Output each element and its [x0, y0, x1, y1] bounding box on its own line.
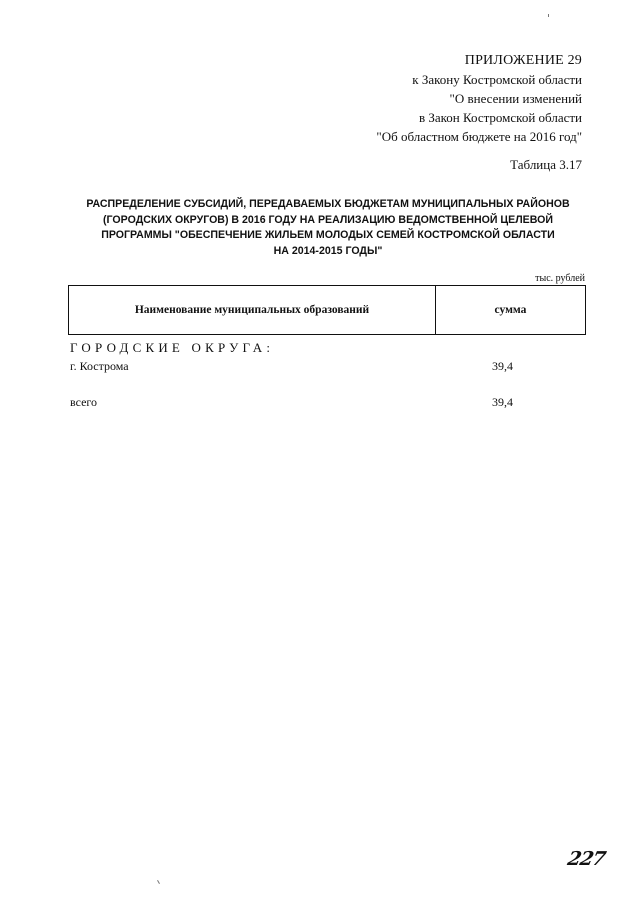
- heading-line-3: ПРОГРАММЫ "ОБЕСПЕЧЕНИЕ ЖИЛЬЕМ МОЛОДЫХ СЕМЕЙ КОСТРОМСКОЙ ОБЛАСТИ: [101, 229, 555, 241]
- total-row-value: 39,4: [492, 395, 513, 409]
- total-row-name: всего: [70, 395, 98, 409]
- heading-line-2: (ГОРОДСКИХ ОКРУГОВ) В 2016 ГОДУ НА РЕАЛИЗАЦИЮ ВЕДОМСТВЕННОЙ ЦЕЛЕВОЙ: [103, 213, 553, 226]
- column-header-sum: сумма: [494, 304, 527, 316]
- appendix-line-law: к Закону Костромской области: [412, 72, 582, 87]
- scan-speck: [157, 880, 160, 884]
- appendix-line-budget: "Об областном бюджете на 2016 год": [376, 129, 582, 144]
- heading-line-1: РАСПРЕДЕЛЕНИЕ СУБСИДИЙ, ПЕРЕДАВАЕМЫХ БЮДЖЕТАМ МУНИЦИПАЛЬНЫХ РАЙОНОВ: [86, 198, 570, 210]
- handwritten-page-number: 227: [565, 848, 608, 870]
- column-header-name: Наименование муниципальных образований: [69, 286, 436, 334]
- document-heading: [64, 197, 592, 259]
- appendix-block: [376, 51, 582, 146]
- heading-line-4: НА 2014-2015 ГОДЫ": [273, 244, 383, 257]
- scan-speck: [548, 14, 549, 17]
- units-label: тыс. рублей: [535, 273, 585, 284]
- table-number: Таблица 3.17: [510, 157, 582, 172]
- table-row-name: г. Кострома: [70, 359, 129, 373]
- appendix-line-amend: "О внесении изменений: [449, 91, 582, 106]
- table-header: [68, 285, 586, 335]
- table-row-value: 39,4: [492, 359, 513, 373]
- group-label: ГОРОДСКИЕ ОКРУГА:: [70, 340, 275, 355]
- appendix-title: ПРИЛОЖЕНИЕ 29: [464, 53, 582, 68]
- appendix-line-law-name: в Закон Костромской области: [418, 110, 582, 125]
